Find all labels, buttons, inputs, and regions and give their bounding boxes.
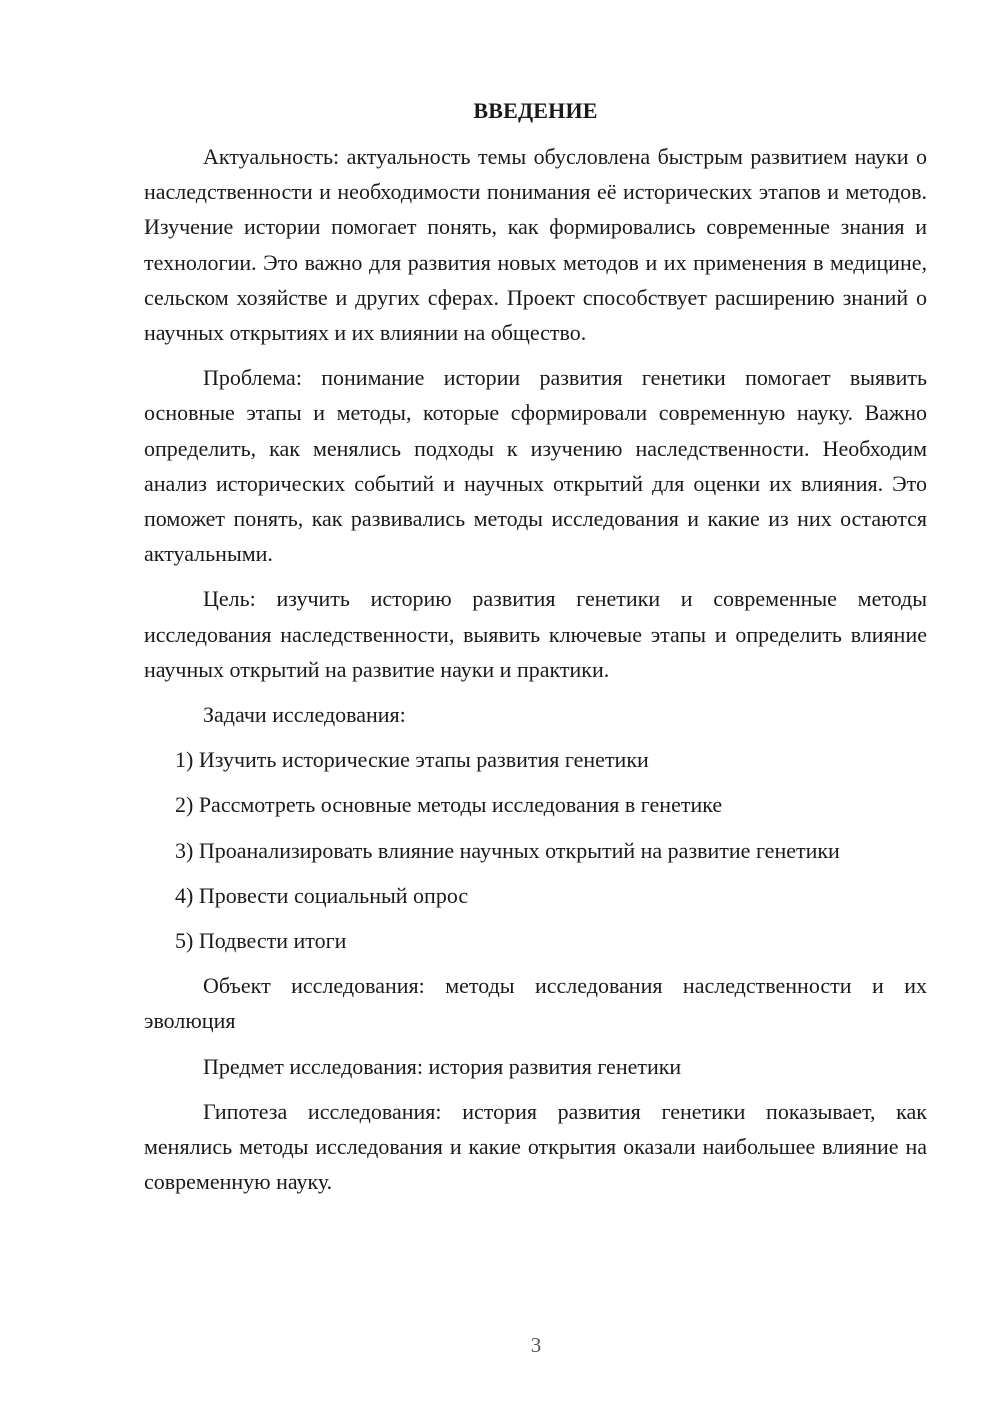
tasks-heading: Задачи исследования: [203,702,406,728]
section-title: ВВЕДЕНИЕ [473,98,598,123]
document-page [144,94,927,1209]
paragraph-goal: Цель: изучить историю развития генетики и современные методы исследования наследственности, выявить ключевые этапы и определить влияние научных открытий на развитие науки и практики. [144,586,927,682]
page-number: 3 [530,1333,542,1357]
task-item-1: 1) Изучить исторические этапы развития генетики [175,747,649,773]
paragraph-problem: Проблема: понимание истории развития генетики помогает выявить основные этапы и методы, которые сформировали современную науку. Важно определить, как менялись подходы к изучению наследственности. Необходим анализ исторических событий и научных открытий для оценки их влияния. Это поможет понять, как развивались методы исследования и какие из них остаются актуальными. [144,365,927,567]
paragraph-relevance: Актуальность: актуальность темы обусловлена быстрым развитием науки о наследственности и необходимости понимания её исторических этапов и методов. Изучение истории помогает понять, как формировались современные знания и технологии. Это важно для развития новых методов и их применения в медицине, сельском хозяйстве и других сферах. Проект способствует расширению знаний о научных открытиях и их влиянии на общество. [144,144,927,346]
task-item-2: 2) Рассмотреть основные методы исследования в генетике [175,792,723,818]
task-item-5: 5) Подвести итоги [175,928,347,954]
task-item-4: 4) Провести социальный опрос [175,882,469,908]
paragraph-object: Объект исследования: методы исследования наследственности и их эволюция [144,973,927,1034]
paragraph-subject: Предмет исследования: история развития генетики [203,1053,682,1079]
task-item-3: 3) Проанализировать влияние научных открытий на развитие генетики [175,837,840,863]
paragraph-hypothesis: Гипотеза исследования: история развития генетики показывает, как менялись методы исследования и какие открытия оказали наибольшее влияние на современную науку. [144,1098,927,1195]
